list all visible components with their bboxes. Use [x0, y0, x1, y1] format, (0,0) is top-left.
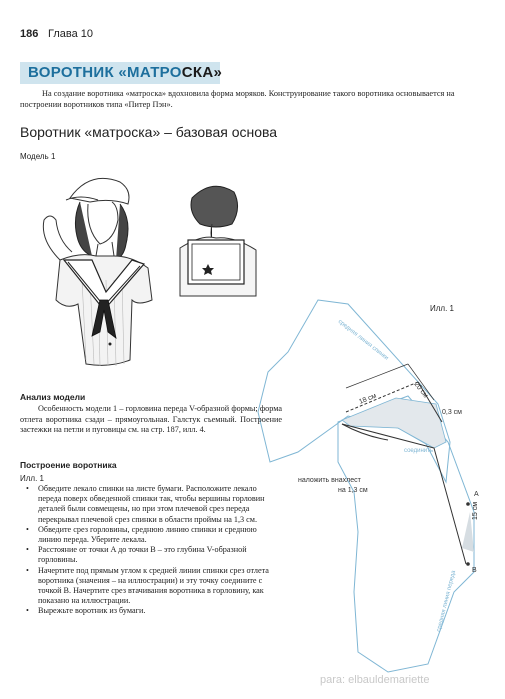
section-title: Воротник «матроска» – базовая основа — [20, 124, 278, 140]
step-item: • Расстояние от точки A до точки B – это глубина V-образной горловины. — [20, 545, 282, 565]
step-item: • Начертите под прямым углом к средней линии спинки срез отлета воротника (значения – на иллюстрации) и эту точку соедините с точкой B. Начертите срез втачивания воротника в горловину, как показано на иллюстрации. — [20, 566, 282, 607]
label-join: соединить — [404, 448, 434, 454]
point-a-marker — [466, 502, 470, 506]
label-03: 0,3 см — [442, 409, 462, 416]
analysis-heading: Анализ модели — [20, 392, 86, 402]
construction-steps — [20, 484, 282, 617]
construction-illustration-label: Илл. 1 — [20, 474, 44, 483]
label-overlap-2: на 1,3 см — [338, 487, 368, 494]
step-item: • Обведите лекало спинки на листе бумаги. Расположите лекало переда поверх обведенной спинки так, чтобы вершины горловин деталей были совмещены, но при этом плечевой срез переда перекрывал плечевой срез спинки в области проймы на 1,3 см. — [20, 484, 282, 525]
banner-title-part2: СКА» — [181, 64, 223, 81]
step-item: • Вырежьте воротник из бумаги. — [20, 606, 282, 616]
analysis-text: Особенность модели 1 – горловина переда V-образной формы; форма отлета воротника сзади – прямоугольная. Галстук съемный. Построение застежки на петли и пуговицы см. на стр. 187, илл. 4. — [20, 404, 282, 434]
model-label: Модель 1 — [20, 152, 56, 161]
label-overlap: наложить внахлест — [298, 477, 361, 484]
model-back-illustration — [172, 178, 262, 298]
label-back-center: средняя линия спинки — [336, 318, 390, 362]
label-point-a: A — [474, 491, 479, 498]
label-18: 18 см — [358, 392, 378, 406]
collar-pattern-diagram — [238, 292, 488, 674]
model-front-illustration — [20, 160, 170, 380]
chapter-label: Глава 10 — [48, 28, 94, 40]
banner-title-part1: ВОРОТНИК «МАТРО — [28, 64, 182, 81]
label-20: 20 см — [412, 380, 430, 400]
watermark: para: elbauldemariette — [320, 674, 430, 686]
construction-heading: Построение воротника — [20, 460, 117, 470]
label-15-cm: 15 см — [472, 501, 479, 520]
label-front-center: средняя линия переда — [436, 569, 458, 633]
page-number: 186 — [20, 28, 39, 40]
banner-title — [28, 64, 222, 81]
point-b-marker — [466, 562, 470, 566]
label-point-b: B — [472, 567, 477, 574]
intro-paragraph: На создание воротника «матроска» вдохновила форма моряков. Конструирование такого воротника основывается на построении воротников типа «Питер Пэн». — [20, 89, 455, 109]
step-item: • Обведите срез горловины, среднюю линию спинки и среднюю линию переда. Уберите лекала. — [20, 525, 282, 545]
illustration-label: Илл. 1 — [430, 304, 454, 313]
